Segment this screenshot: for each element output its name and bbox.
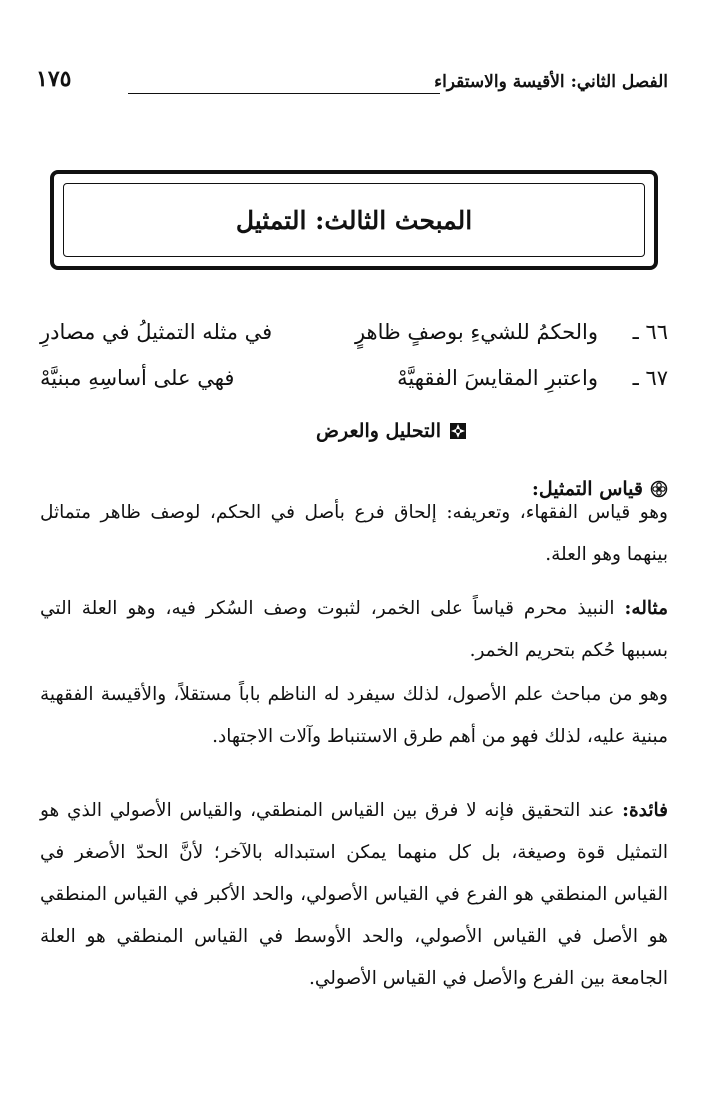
benefit-text: عند التحقيق فإنه لا فرق بين القياس المنطقي، والقياس الأصولي الذي هو التمثيل قوة وصيغة، بل كل منهما يمكن استبداله بالآخر؛ لأنَّ الحدّ الأصغر في القياس المنطقي هو الفرع في القياس الأصولي، والحد الأكبر في القياس المنطقي هو الأصل في القياس الأصولي، والحد الأوسط في القياس المنطقي هو العلة الجامعة بين الفرع والأصل في القياس الأصولي.	[40, 800, 668, 989]
verse-number: ٦٦ ـ	[632, 320, 668, 344]
verse-second-hemistich: في مثله التمثيلُ في مصادرِ	[40, 320, 273, 344]
analysis-heading	[316, 420, 468, 442]
subheading-text: قياس التمثيل:	[531, 478, 643, 500]
benefit-paragraph	[40, 790, 668, 1000]
running-header	[36, 66, 668, 100]
definition-paragraph: وهو قياس الفقهاء، وتعريفه: إلحاق فرع بأصل في الحكم، لوصف ظاهر متماثل بينهما وهو العلة.	[40, 502, 668, 565]
verse-first-hemistich: والحكمُ للشيءِ بوصفٍ ظاهرٍ	[354, 320, 598, 344]
ornament-icon	[448, 421, 468, 441]
example-label: مثاله:	[624, 598, 668, 619]
example-paragraph	[40, 588, 668, 672]
verse-67	[40, 364, 668, 404]
verse-first-hemistich: واعتبرِ المقايسَ الفقهيَّهْ	[397, 366, 598, 390]
section-title-frame	[50, 170, 658, 270]
example-text: النبيذ محرم قياساً على الخمر، لثبوت وصف السُكر فيه، وهو العلة التي بسببها حُكم بتحريم الخمر.	[40, 598, 668, 661]
section-title-inner-frame	[63, 183, 645, 257]
benefit-label: فائدة:	[622, 800, 668, 821]
section-title: المبحث الثالث: التمثيل	[235, 205, 473, 235]
chapter-title: الفصل الثاني: الأقيسة والاستقراء	[434, 72, 668, 92]
importance-paragraph: وهو من مباحث علم الأصول، لذلك سيفرد له الناظم باباً مستقلاً، والأقيسة الفقهية مبنية عليه، لذلك فهو من أهم طرق الاستنباط وآلات الاجتهاد.	[40, 684, 668, 747]
page-number: ١٧٥	[36, 66, 72, 92]
analysis-heading-text: التحليل والعرض	[316, 420, 441, 442]
verse-second-hemistich: فهي على أساسِهِ مبنيَّهْ	[40, 366, 235, 390]
verse-number: ٦٧ ـ	[632, 366, 668, 390]
header-rule	[128, 93, 440, 94]
verse-66	[40, 318, 668, 358]
